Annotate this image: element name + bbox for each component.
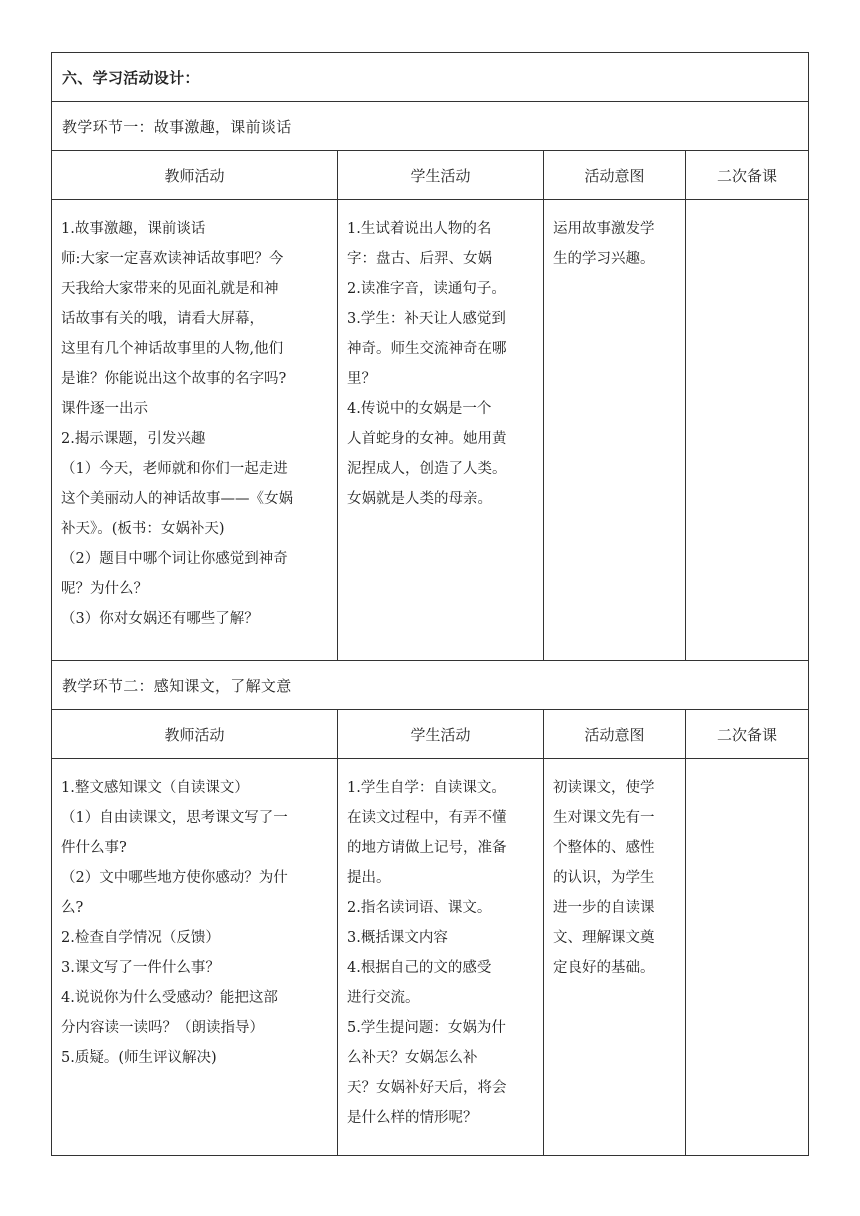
student-line: 里？: [347, 371, 376, 387]
teacher-line: 2.揭示课题，引发兴趣: [61, 431, 206, 447]
segment-body-row: [52, 200, 808, 661]
column-header-teacher: 教师活动: [52, 710, 338, 758]
column-header-row: [52, 710, 808, 759]
teacher-line: 补天》。(板书：女娲补天): [61, 521, 225, 537]
intent-line: 个整体的、感性: [553, 840, 655, 856]
student-line: 女娲就是人类的母亲。: [347, 491, 492, 507]
student-line: 么补天？女娲怎么补: [347, 1050, 478, 1066]
student-line: 4.传说中的女娲是一个: [347, 401, 492, 417]
teacher-line: 1.故事激趣，课前谈话: [61, 221, 206, 237]
intent-line: 运用故事激发学: [553, 221, 655, 237]
intent-line: 生对课文先有一: [553, 810, 655, 826]
section-title-row: [52, 53, 808, 102]
section-title: 六、学习活动设计：: [62, 68, 200, 87]
intent-line: 初读课文，使学: [553, 780, 655, 796]
intent-line: 的认识，为学生: [553, 870, 655, 886]
student-line: 天？女娲补好天后，将会: [347, 1080, 507, 1096]
teacher-line: 么?: [61, 900, 84, 916]
student-line: 字：盘古、后羿、女娲: [347, 251, 492, 267]
segment-title-row: [52, 102, 808, 151]
teacher-line: （1）今天，老师就和你们一起走进: [61, 461, 288, 477]
student-line: 2.指名读词语、课文。: [347, 900, 492, 916]
column-header-second-prep: 二次备课: [716, 166, 777, 185]
student-line: 在读文过程中，有弄不懂: [347, 810, 507, 826]
column-header-intent: 活动意图: [544, 151, 686, 199]
teacher-line: 师:大家一定喜欢读神话故事吧？今: [61, 251, 284, 267]
teacher-line: 这个美丽动人的神话故事——《女娲: [61, 491, 293, 507]
segment-body-row: [52, 759, 808, 1155]
column-header-teacher: 教师活动: [52, 151, 338, 199]
intent-line: 定良好的基础。: [553, 960, 655, 976]
teacher-line: 这里有几个神话故事里的人物,他们: [61, 341, 284, 357]
teacher-line: （3）你对女娲还有哪些了解？: [61, 611, 259, 627]
intent-line: 生的学习兴趣。: [553, 251, 655, 267]
student-line: 3.概括课文内容: [347, 930, 448, 946]
student-activity-cell: [338, 200, 544, 660]
teacher-line: 分内容读一读吗？（朗读指导）: [61, 1020, 264, 1036]
segment-title-row: [52, 661, 808, 710]
teacher-line: 呢？为什么？: [61, 581, 148, 597]
column-header-student: 学生活动: [338, 710, 544, 758]
student-line: 是什么样的情形呢？: [347, 1110, 478, 1126]
teacher-line: 件什么事?: [61, 840, 127, 856]
student-line: 1.学生自学：自读课文。: [347, 780, 506, 796]
segment-title: 教学环节一：故事激趣，课前谈话: [62, 117, 292, 136]
student-line: 泥捏成人，创造了人类。: [347, 461, 507, 477]
teacher-line: 4.说说你为什么受感动？能把这部: [61, 990, 278, 1006]
student-line: 提出。: [347, 870, 391, 886]
teacher-line: 是谁？你能说出这个故事的名字吗?: [61, 371, 287, 387]
segment-title: 教学环节二：感知课文，了解文意: [62, 676, 292, 695]
student-line: 进行交流。: [347, 990, 420, 1006]
teacher-line: （2）题目中哪个词让你感觉到神奇: [61, 551, 288, 567]
teacher-activity-cell: [52, 759, 338, 1155]
student-line: 1.生试着说出人物的名: [347, 221, 492, 237]
second-prep-cell: [686, 200, 808, 660]
student-activity-cell: [338, 759, 544, 1155]
teacher-line: （2）文中哪些地方使你感动？为什: [61, 870, 288, 886]
lesson-plan-table: [51, 52, 809, 1156]
teacher-line: 话故事有关的哦，请看大屏幕，: [61, 311, 264, 327]
teacher-line: 1.整文感知课文（自读课文）: [61, 780, 249, 796]
column-header-student: 学生活动: [338, 151, 544, 199]
teacher-line: 课件逐一出示: [61, 401, 148, 417]
student-line: 5.学生提问题：女娲为什: [347, 1020, 506, 1036]
student-line: 神奇。师生交流神奇在哪: [347, 341, 507, 357]
teacher-line: （1）自由读课文，思考课文写了一: [61, 810, 288, 826]
teacher-activity-cell: [52, 200, 338, 660]
student-line: 4.根据自己的文的感受: [347, 960, 492, 976]
intent-cell: [544, 759, 686, 1155]
intent-line: 进一步的自读课: [553, 900, 655, 916]
column-header-row: [52, 151, 808, 200]
student-line: 人首蛇身的女神。她用黄: [347, 431, 507, 447]
column-header-second-prep: 二次备课: [716, 725, 777, 744]
second-prep-cell: [686, 759, 808, 1155]
intent-cell: [544, 200, 686, 660]
teacher-line: 5.质疑。(师生评议解决): [61, 1050, 217, 1066]
intent-line: 文、理解课文奠: [553, 930, 655, 946]
student-line: 2.读准字音，读通句子。: [347, 281, 506, 297]
teacher-line: 2.检查自学情况（反馈）: [61, 930, 220, 946]
student-line: 的地方请做上记号，准备: [347, 840, 507, 856]
column-header-intent: 活动意图: [544, 710, 686, 758]
student-line: 3.学生：补天让人感觉到: [347, 311, 506, 327]
teacher-line: 3.课文写了一件什么事？: [61, 960, 220, 976]
teacher-line: 天我给大家带来的见面礼就是和神: [61, 281, 279, 297]
